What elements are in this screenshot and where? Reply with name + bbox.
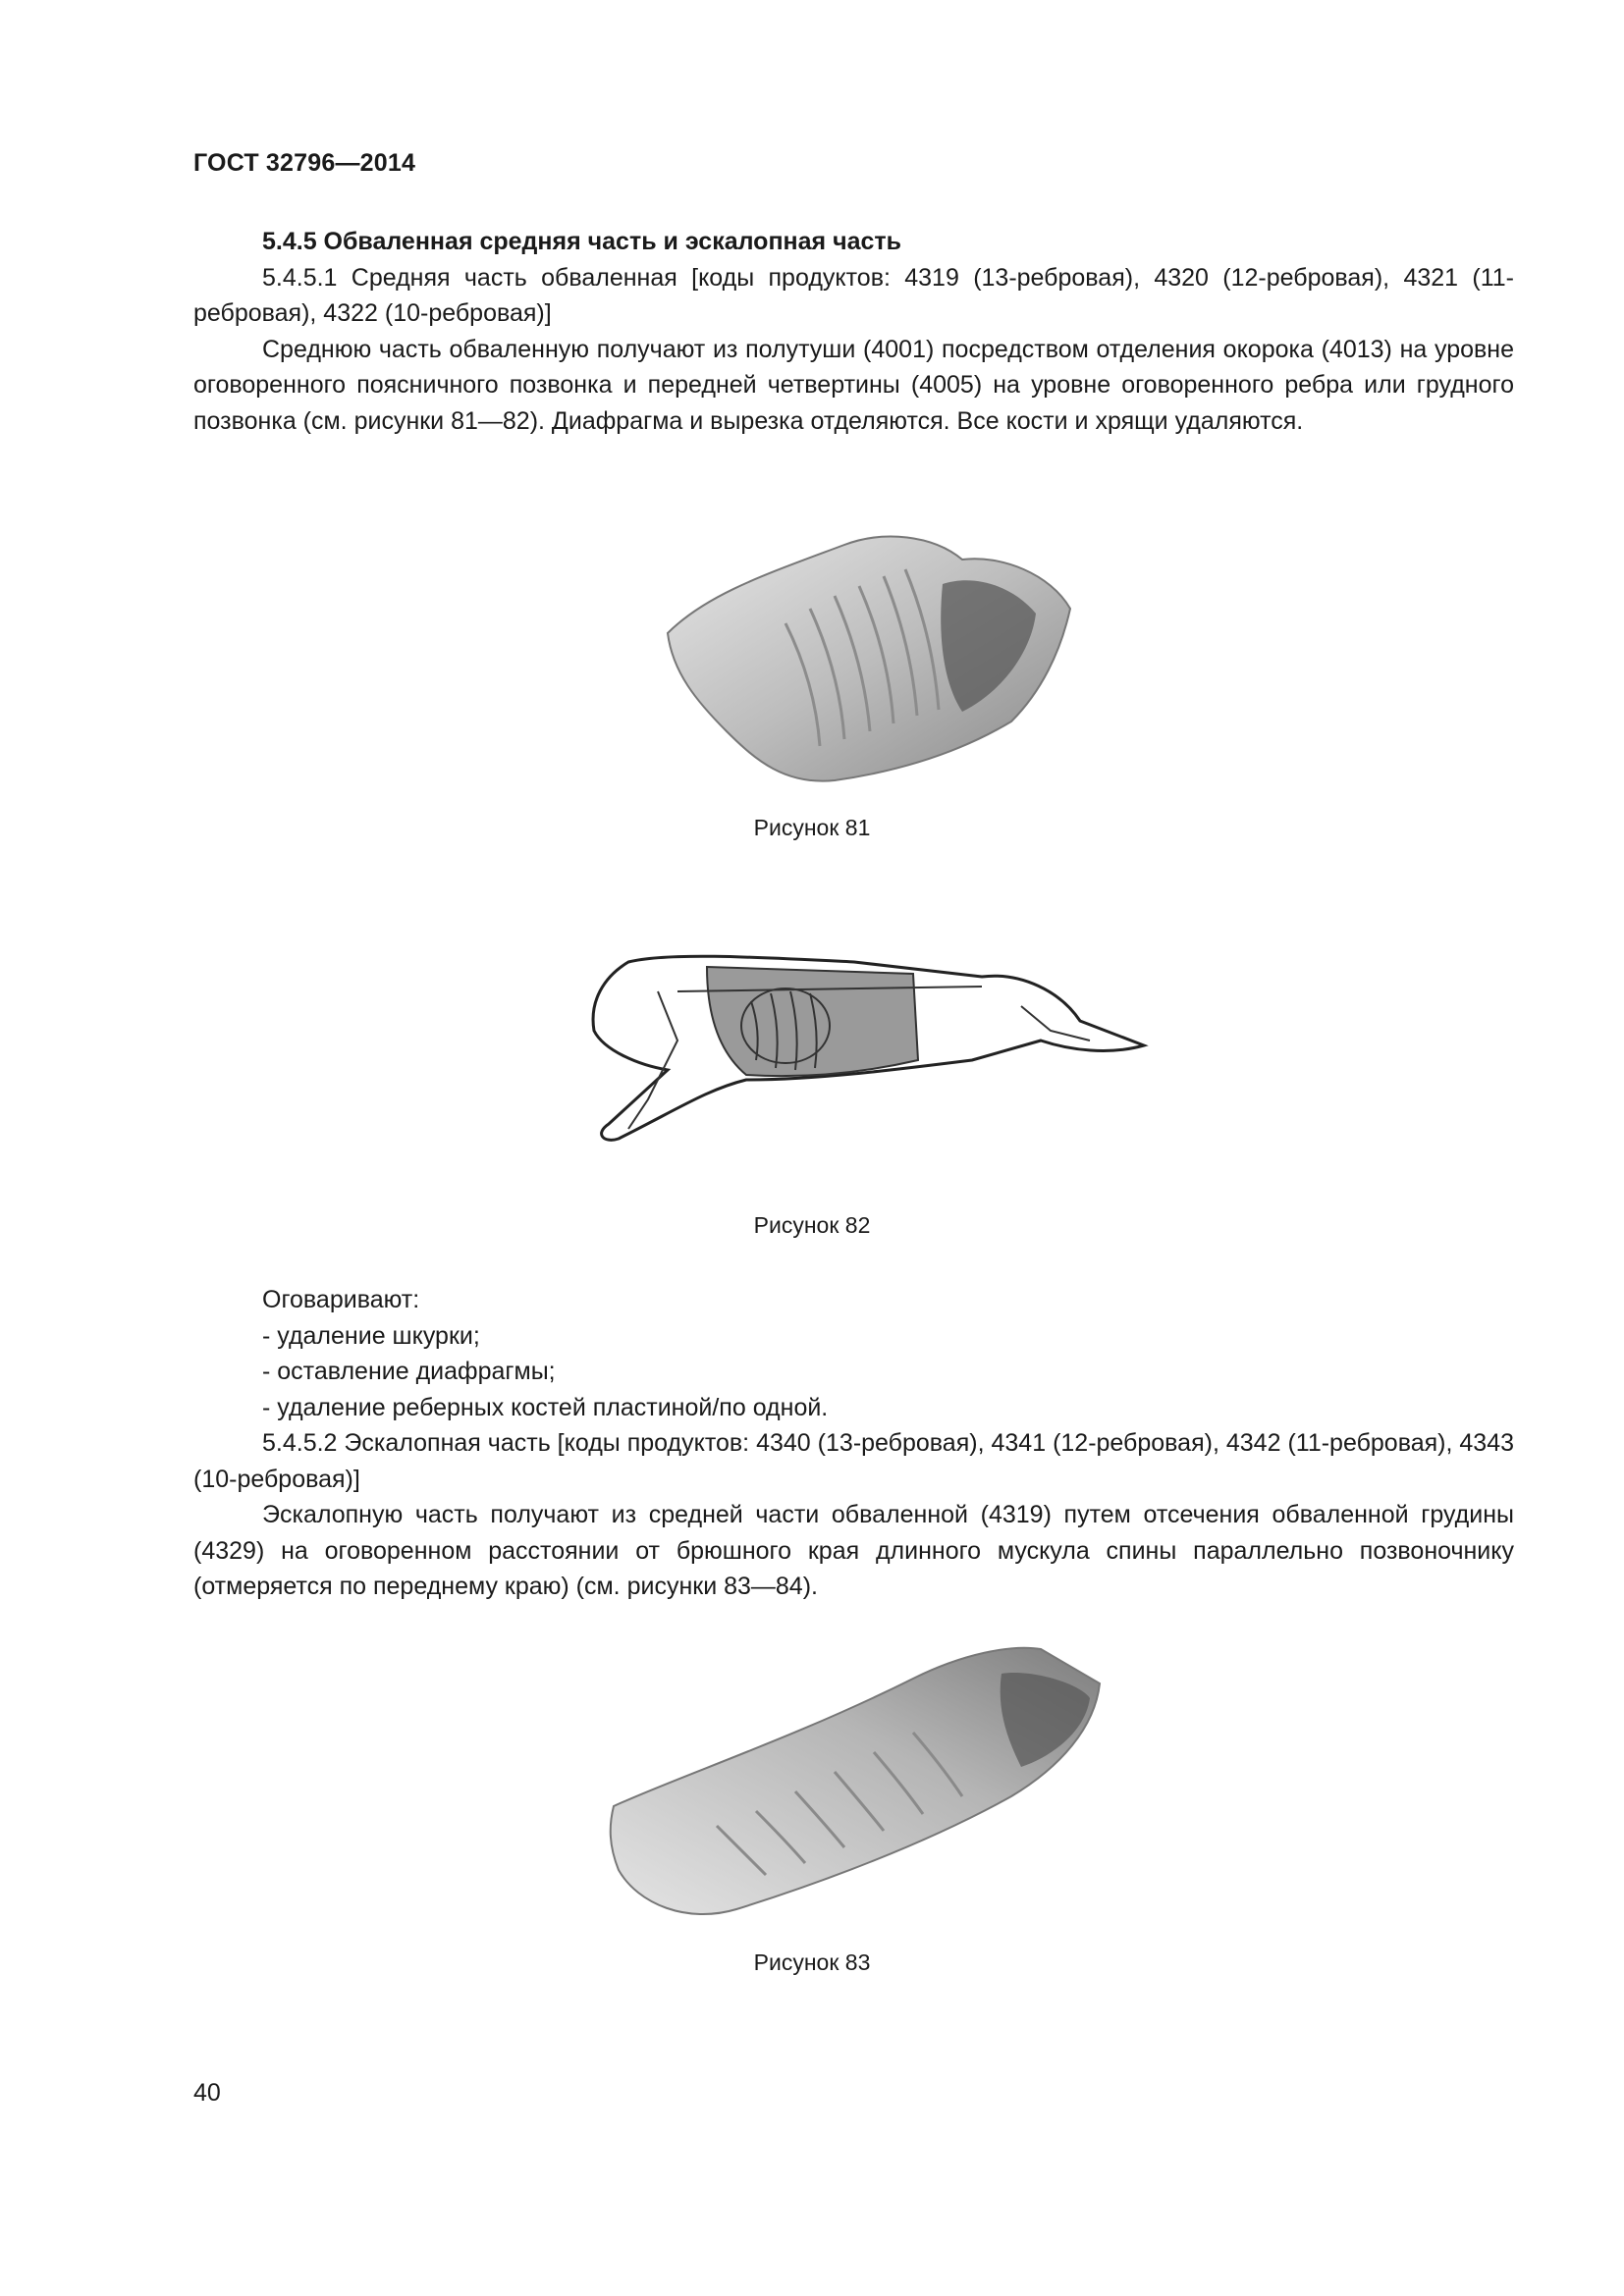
page-number: 40	[193, 2079, 221, 2107]
list-intro: Оговаривают:	[262, 1286, 420, 1313]
section-title: 5.4.5 Обваленная средняя часть и эскалопная часть	[262, 228, 902, 255]
paragraph: Среднюю часть обваленную получают из полутуши (4001) посредством отделения окорока (4013) на уровне оговоренного поясничного позвонка и передней четвертины (4005) на уровне оговоренного ребра или грудного позвонка (см. рисунки 81—82). Диафрагма и вырезка отделяются. Все кости и хрящи удаляются.	[193, 335, 1514, 435]
section-block-2	[193, 1282, 1514, 1605]
figure-83-caption: Рисунок 83	[753, 1949, 871, 1975]
figure-81-image	[648, 515, 1080, 800]
figure-83-image	[599, 1629, 1110, 1934]
paragraph: Эскалопную часть получают из средней части обваленной (4319) путем отсечения обваленной грудины (4329) на оговоренном расстоянии от брюшного края длинного мускула спины параллельно позвоночнику (отмеряется по переднему краю) (см. рисунки 83—84).	[193, 1501, 1514, 1600]
paragraph: 5.4.5.2 Эскалопная часть [коды продуктов: 4340 (13-ребровая), 4341 (12-ребровая), 4342 (11-ребровая), 4343 (10-ребровая)]	[193, 1429, 1514, 1493]
list-item: - удаление реберных костей пластиной/по одной.	[262, 1393, 829, 1421]
list-item: - оставление диафрагмы;	[262, 1358, 556, 1385]
figure-82-caption: Рисунок 82	[753, 1212, 871, 1238]
figure-82-diagram	[560, 933, 1149, 1168]
section-block-1	[193, 224, 1514, 439]
document-code: ГОСТ 32796—2014	[193, 149, 416, 177]
list-item: - удаление шкурки;	[262, 1321, 480, 1350]
paragraph: 5.4.5.1 Средняя часть обваленная [коды продуктов: 4319 (13-ребровая), 4320 (12-ребровая), 4321 (11-ребровая), 4322 (10-ребровая)]	[193, 263, 1514, 327]
figure-81-caption: Рисунок 81	[753, 815, 871, 840]
